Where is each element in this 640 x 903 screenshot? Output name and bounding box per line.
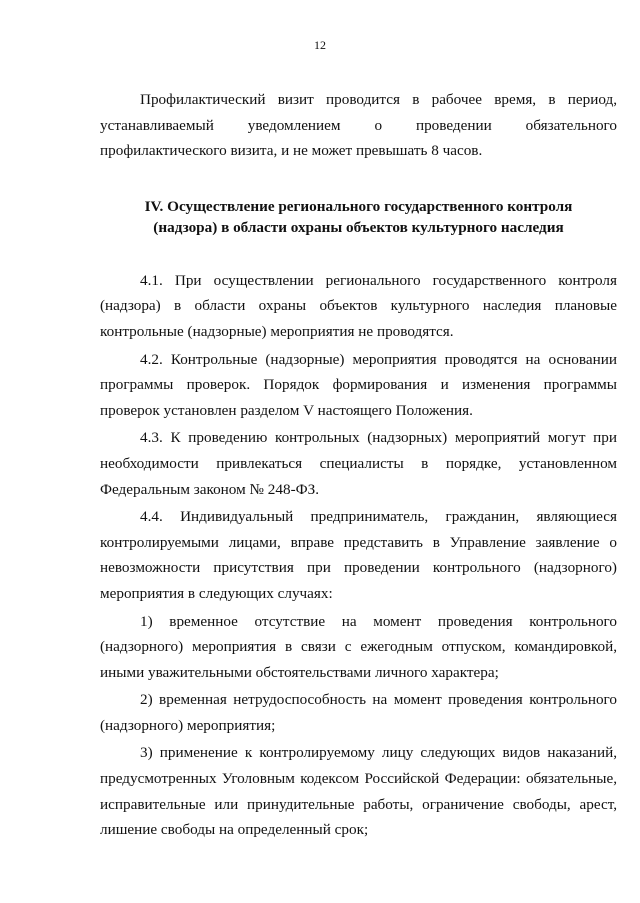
list-item-3: 3) применение к контролируемому лицу следующих видов наказаний, предусмотренных Уголовным кодексом Российской Федерации: обязательные, исправительные или принудительные работы, ограничение свободы, арест, лишение свободы на определенный срок;	[100, 744, 617, 839]
paragraph-4-3: 4.3. К проведению контрольных (надзорных) мероприятий могут при необходимости привлекаться специалисты в порядке, установленном Федеральным законом № 248-ФЗ.	[100, 429, 617, 498]
list-item-2: 2) временная нетрудоспособность на момент проведения контрольного (надзорного) мероприятия;	[100, 691, 617, 734]
paragraph-visit-time: Профилактический визит проводится в рабочее время, в период, устанавливаемый уведомлением о проведении обязательного профилактического визита, и не может превышать 8 часов.	[100, 91, 617, 160]
paragraph-4-1: 4.1. При осуществлении регионального государственного контроля (надзора) в области охраны объектов культурного наследия плановые контрольные (надзорные) мероприятия не проводятся.	[100, 271, 617, 340]
page-number: 12	[314, 38, 326, 52]
section-heading: IV. Осуществление регионального государственного контроля (надзора) в области охраны объектов культурного наследия	[144, 197, 573, 236]
paragraph-4-4: 4.4. Индивидуальный предприниматель, гражданин, являющиеся контролируемыми лицами, вправе представить в Управление заявление о невозможности присутствия при проведении контрольного (надзорного) мероприятия в следующих случаях:	[100, 508, 617, 602]
paragraph-4-2: 4.2. Контрольные (надзорные) мероприятия проводятся на основании программы проверок. Порядок формирования и изменения программы проверок установлен разделом V настоящего Положения.	[100, 350, 617, 419]
document-body	[100, 87, 617, 843]
list-item-1: 1) временное отсутствие на момент проведения контрольного (надзорного) мероприятия в связи с ежегодным отпуском, командировкой, иными уважительными обстоятельствами личного характера;	[100, 612, 617, 681]
